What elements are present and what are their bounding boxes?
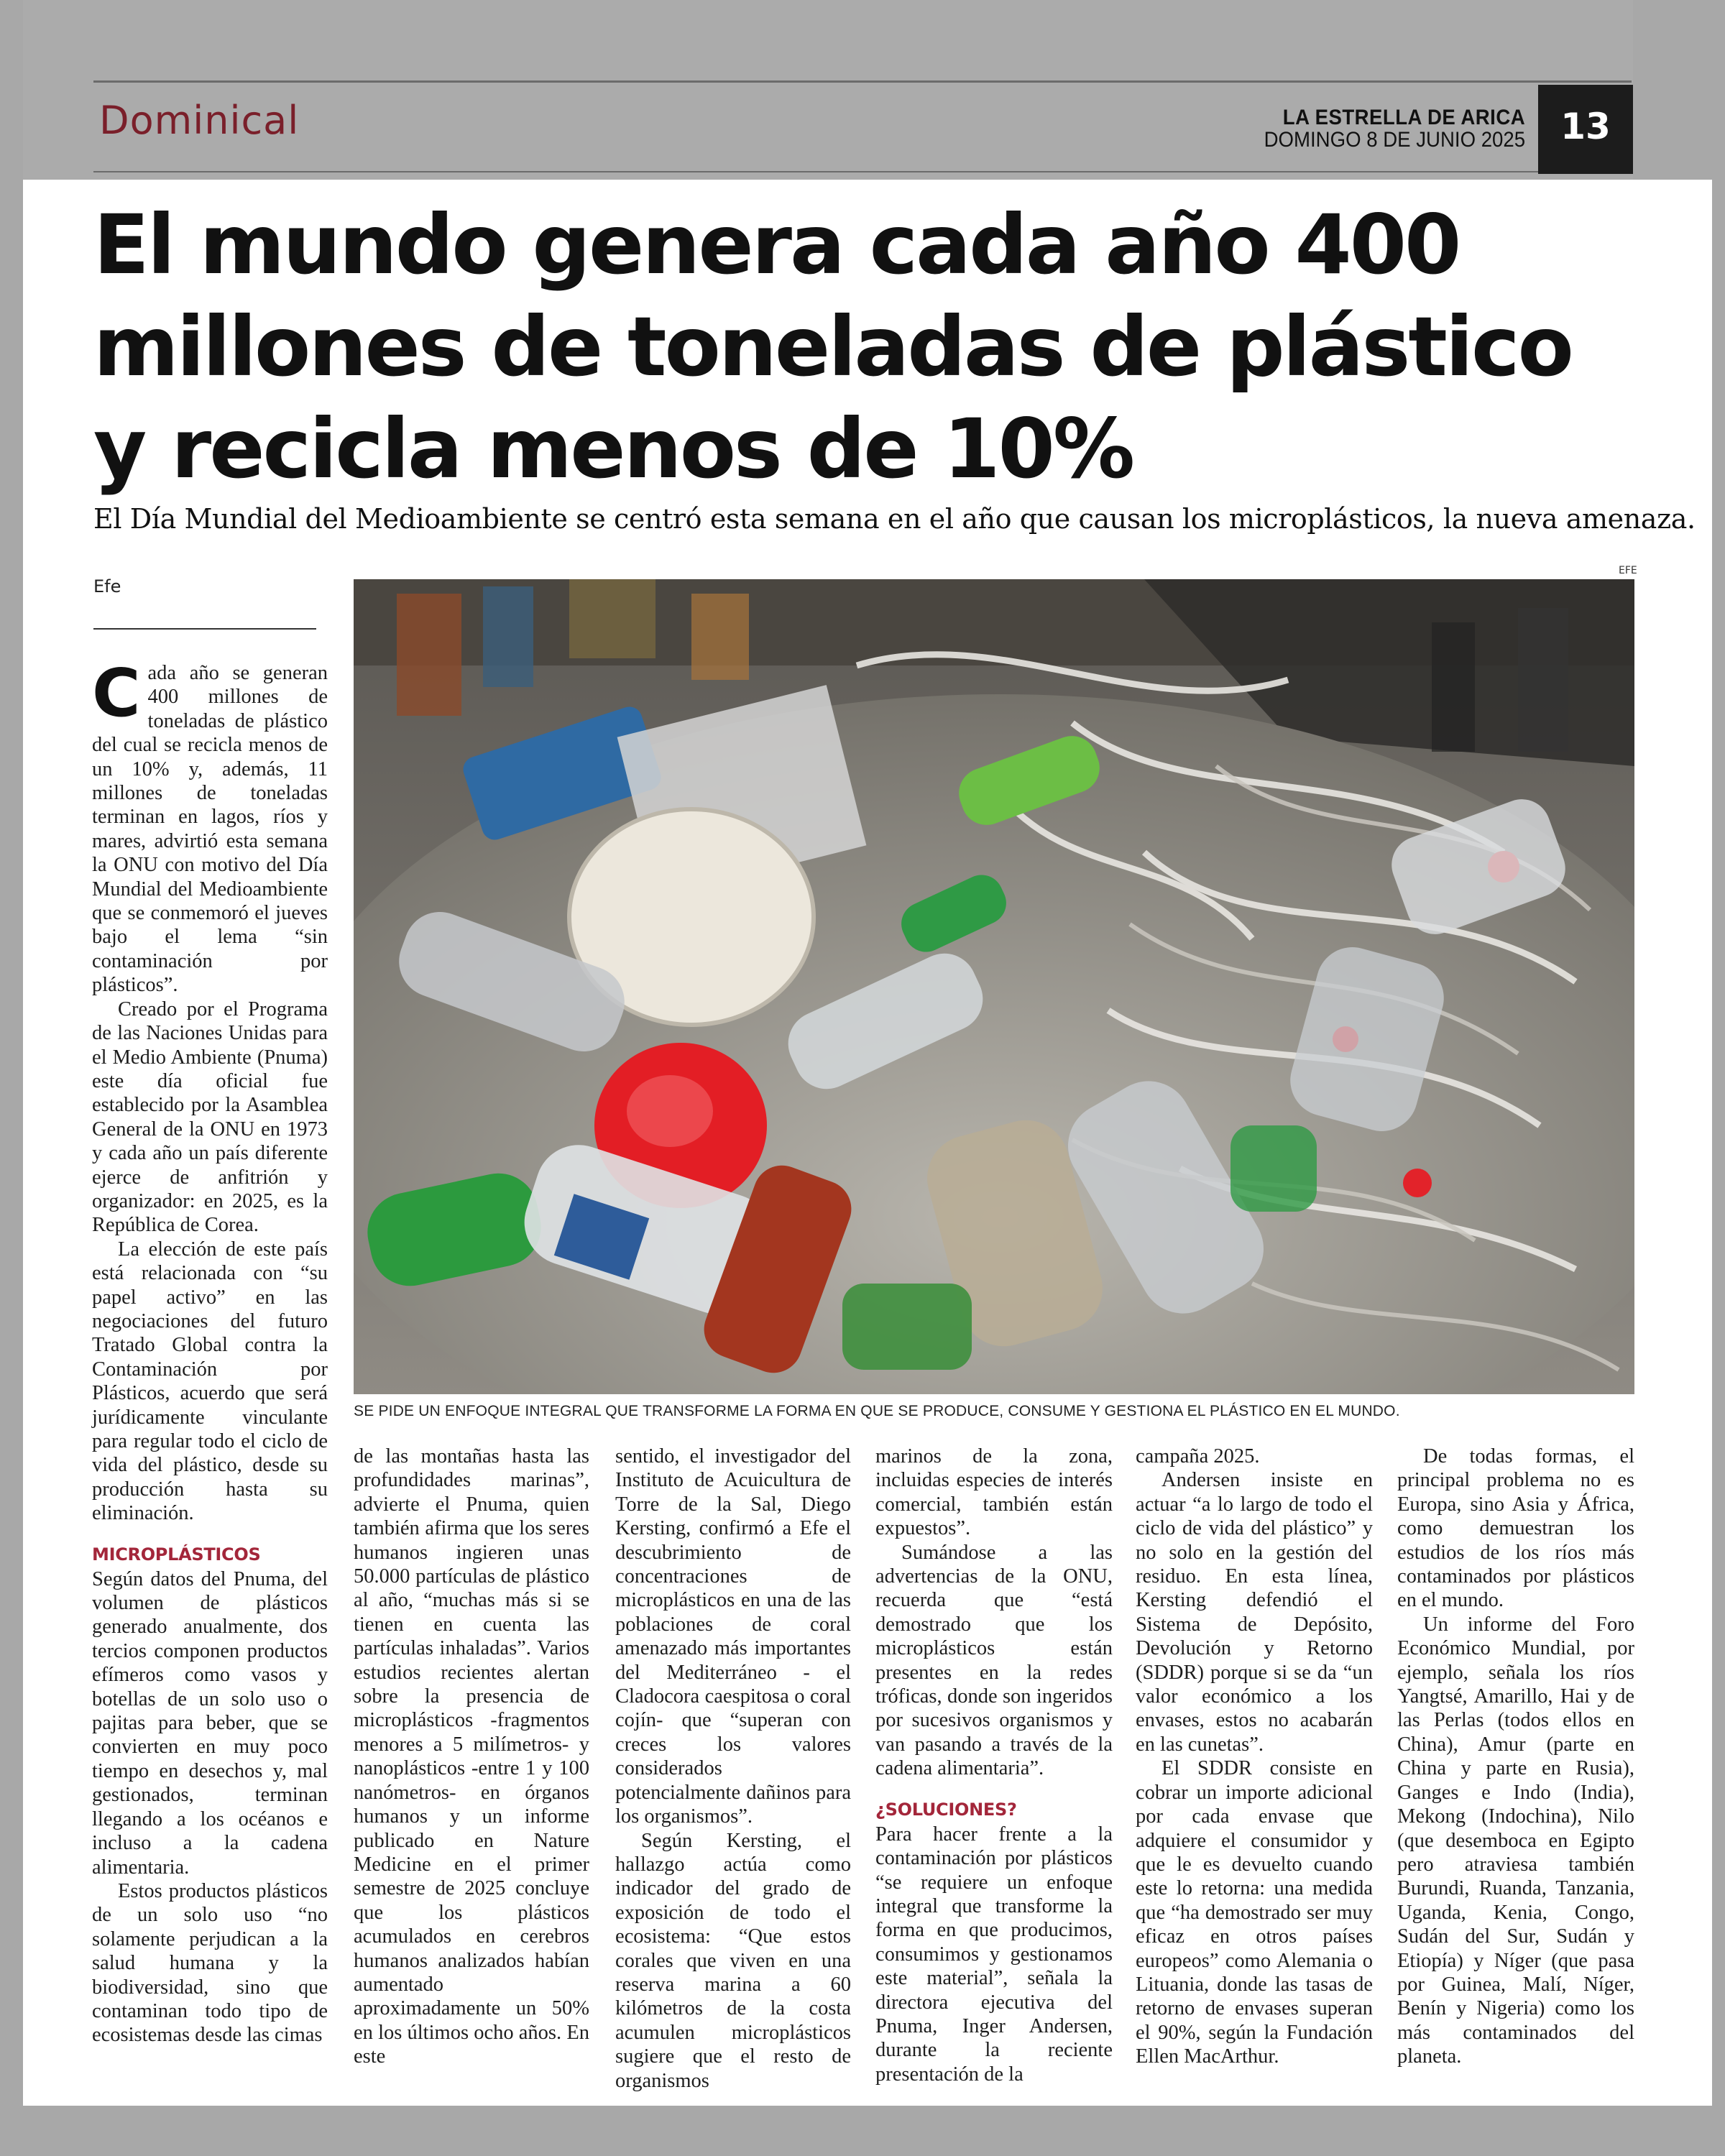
article-column-4 xyxy=(875,1445,1113,2086)
paragraph: campaña 2025. xyxy=(1136,1445,1260,1468)
newspaper-name: LA ESTRELLA DE ARICA xyxy=(1282,106,1525,129)
paragraph: El SDDR consiste en cobrar un importe adicional por cada envase que adquiere el consumidor y que le es devuelto cuando este lo retorna: una medida que “ha demostrado ser muy eficaz en otros países europeos” como Alemania o Lituania, donde las tasas de retorno de envases superan el 90%, según la Fundación Ellen MacArthur. xyxy=(1136,1757,1373,2068)
section-subhead-soluciones: ¿SOLUCIONES? xyxy=(875,1799,1017,1820)
byline-rule xyxy=(93,628,316,630)
article-column-3 xyxy=(615,1445,851,2093)
paragraph-text: ada año se generan 400 millones de toneladas de plástico del cual se recicla menos de un 10% y, además, 11 millones de toneladas terminan en lagos, ríos y mares, advirtió esta semana la ONU con motivo del Día Mundial del Medioambiente que se conmemoró el jueves bajo el lema “sin contaminación por plásticos”. xyxy=(92,662,328,997)
masthead xyxy=(1241,106,1525,151)
section-subhead-microplasticos: MICROPLÁSTICOS xyxy=(92,1544,261,1565)
paragraph: De todas formas, el principal problema no es Europa, sino Asia y África, como demuestran los estudios de los ríos más contaminados por plásticos en el mundo. xyxy=(1397,1445,1634,1612)
article-column-6 xyxy=(1397,1445,1634,2069)
page-top-strip xyxy=(23,0,1633,180)
paragraph: marinos de la zona, incluidas especies de interés comercial, también están expuestos”. xyxy=(875,1445,1113,1540)
paragraph: Andersen insiste en actuar “a lo largo de todo el ciclo de vida del plástico” y no solo en la gestión del residuo. En esta línea, Kersting defendió el Sistema de Depósito, Devolución y Retorno (SDDR) porque si se da “un valor económico a los envases, estos no acabarán en las cunetas”. xyxy=(1136,1469,1373,1756)
article-subhead: El Día Mundial del Medioambiente se centró esta semana en el año que causan los microplásticos, la nueva amenaza. xyxy=(93,503,1696,535)
paragraph: sentido, el investigador del Instituto de Acuicultura de Torre de la Sal, Diego Kersting, confirmó a Efe el descubrimiento de concentraciones de microplásticos en una de las poblaciones de coral amenazado más importantes del Mediterráneo - el Cladocora caespitosa o coral cojín- que “superan con creces los valores considerados potencialmente dañinos para los organismos”. xyxy=(615,1445,851,1828)
paragraph: de las montañas hasta las profundidades marinas”, advierte el Pnuma, quien también afirma que los seres humanos ingieren unas 50.000 partículas de plástico al año, “muchas más si se tienen en cuenta las partículas inhaladas”. Varios estudios recientes alertan sobre la presencia de microplásticos -fragmentos menores a 5 milímetros- y nanoplásticos -entre 1 y 100 nanómetros- en órganos humanos y un informe publicado en Nature Medicine en el primer semestre de 2025 concluye que los plásticos acumulados en cerebros humanos analizados habían aumentado aproximadamente un 50% en los últimos ocho años. En este xyxy=(354,1445,589,2068)
header-top-rule xyxy=(93,80,1632,83)
article-column-2 xyxy=(354,1445,589,2069)
section-title: Dominical xyxy=(99,98,300,143)
plastic-waste-photo xyxy=(354,579,1634,1394)
photo-credit: EFE xyxy=(1619,565,1637,576)
page-number-box: 13 xyxy=(1538,85,1633,174)
paragraph: Sumándose a las advertencias de la ONU, recuerda que “está demostrado que los microplásticos están presentes en la redes tróficas, donde son ingeridos por sucesivos organismos y van pasando a través de la cadena alimentaria”. xyxy=(875,1541,1113,1780)
paragraph xyxy=(92,655,328,998)
photo-illustration xyxy=(354,579,1634,1394)
header-bottom-rule xyxy=(93,171,1632,172)
paragraph: Creado por el Programa de las Naciones Unidas para el Medio Ambiente (Pnuma) este día oficial fue establecido por la Asamblea General de la ONU en 1973 y cada año un país diferente ejerce de anfitrión y organizador: en 2025, es la República de Corea. xyxy=(92,998,328,1237)
drop-cap: C xyxy=(92,655,141,732)
byline: Efe xyxy=(93,576,121,596)
article-headline: El mundo genera cada año 400 millones de toneladas de plástico y recicla menos de 10% xyxy=(93,197,1572,497)
paragraph: Un informe del Foro Económico Mundial, por ejemplo, señala los ríos Yangtsé, Amarillo, Hai y de las Perlas (todos ellos en China), Amur (parte en China y parte en Rusia), Ganges e Indo (India), Mekong (Indochina), Nilo (que desemboca en Egipto pero atraviesa también Burundi, Ruanda, Tanzania, Uganda, Kenia, Congo, Sudán del Sur, Sudán y Etiopía) y Níger (que pasa por Guinea, Malí, Níger, Benín y Nigeria) como los más contaminados del planeta. xyxy=(1397,1613,1634,2068)
paragraph: Estos productos plásticos de un solo uso “no solamente perjudican a la salud humana y la biodiversidad, sino que contaminan todo tipo de ecosistemas desde las cimas xyxy=(92,1879,328,2047)
photo-caption: SE PIDE UN ENFOQUE INTEGRAL QUE TRANSFORME LA FORMA EN QUE SE PRODUCE, CONSUME Y GESTIONA EL PLÁSTICO EN EL MUNDO. xyxy=(354,1403,1400,1419)
paragraph: Según datos del Pnuma, del volumen de plásticos generado anualmente, dos tercios componen productos efímeros como vasos y botellas de un solo uso o pajitas para beber, que se convierten en muy poco tiempo en desechos y, mal gestionados, terminan llegando a los océanos e incluso a la cadena alimentaria. xyxy=(92,1567,328,1879)
paragraph: Según Kersting, el hallazgo actúa como indicador del grado de exposición de todo el ecosistema: “Que estos corales que viven en una reserva marina a 60 kilómetros de la costa acumulen microplásticos sugiere que el resto de organismos xyxy=(615,1829,851,2092)
article-column-1 xyxy=(92,655,328,2047)
paragraph: La elección de este país está relacionada con “su papel activo” en las negociaciones del futuro Tratado Global contra la Contaminación por Plásticos, acuerdo que será jurídicamente vinculante para regular todo el ciclo de vida del plástico, desde su producción hasta su eliminación. xyxy=(92,1238,328,1525)
article-column-5 xyxy=(1136,1445,1373,2069)
issue-date: DOMINGO 8 DE JUNIO 2025 xyxy=(1264,128,1525,152)
paragraph: Para hacer frente a la contaminación por plásticos “se requiere un enfoque integral que transforme la forma en que producimos, consumimos y gestionamos este material”, señala la directora ejecutiva del Pnuma, Inger Andersen, durante la reciente presentación de la xyxy=(875,1823,1113,2086)
